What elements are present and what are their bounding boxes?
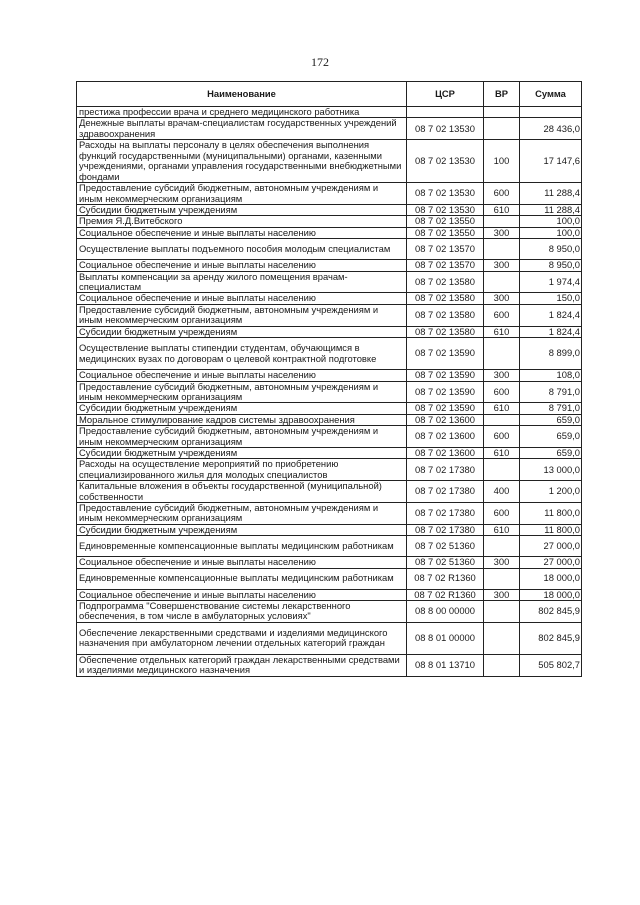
header-vr: ВР [484, 82, 520, 107]
cell-vr: 610 [484, 403, 520, 414]
table-row [77, 326, 582, 337]
cell-vr: 600 [484, 304, 520, 326]
table-row [77, 183, 582, 205]
cell-csr: 08 8 01 00000 [407, 622, 484, 654]
cell-sum: 659,0 [520, 414, 582, 425]
cell-csr: 08 7 02 13530 [407, 140, 484, 183]
cell-csr: 08 7 02 17380 [407, 524, 484, 535]
cell-sum: 8 791,0 [520, 403, 582, 414]
table-row [77, 293, 582, 304]
table-row [77, 524, 582, 535]
cell-name: Предоставление субсидий бюджетным, автономным учреждениям и иным некоммерческим организациям [77, 426, 407, 448]
cell-vr: 400 [484, 481, 520, 503]
table-row [77, 414, 582, 425]
cell-vr: 600 [484, 183, 520, 205]
cell-vr: 100 [484, 140, 520, 183]
cell-name: Предоставление субсидий бюджетным, автономным учреждениям и иным некоммерческим организациям [77, 304, 407, 326]
cell-csr: 08 7 02 13600 [407, 426, 484, 448]
cell-sum: 108,0 [520, 370, 582, 381]
table-row [77, 403, 582, 414]
cell-sum: 17 147,6 [520, 140, 582, 183]
cell-vr [484, 622, 520, 654]
cell-csr: 08 7 02 13530 [407, 183, 484, 205]
cell-name: Премия Я.Д.Витебского [77, 216, 407, 227]
cell-csr: 08 7 02 13580 [407, 304, 484, 326]
cell-csr: 08 7 02 13580 [407, 271, 484, 293]
cell-name: Осуществление выплаты подъемного пособия молодым специалистам [77, 239, 407, 260]
table-row [77, 654, 582, 676]
table-row [77, 227, 582, 238]
cell-sum: 27 000,0 [520, 536, 582, 557]
cell-name: Социальное обеспечение и иные выплаты населению [77, 589, 407, 600]
cell-name: Предоставление субсидий бюджетным, автономным учреждениям и иным некоммерческим организациям [77, 381, 407, 403]
cell-vr: 610 [484, 447, 520, 458]
cell-sum: 100,0 [520, 227, 582, 238]
cell-name: Расходы на осуществление мероприятий по приобретению специализированного жилья для молодых специалистов [77, 459, 407, 481]
cell-csr: 08 7 02 13570 [407, 239, 484, 260]
cell-sum: 100,0 [520, 216, 582, 227]
cell-vr: 610 [484, 205, 520, 216]
cell-sum: 8 791,0 [520, 381, 582, 403]
cell-csr: 08 7 02 13580 [407, 293, 484, 304]
table-header-row [77, 82, 582, 107]
cell-csr: 08 7 02 17380 [407, 459, 484, 481]
cell-sum: 11 800,0 [520, 524, 582, 535]
cell-sum: 802 845,9 [520, 601, 582, 623]
cell-name: Обеспечение отдельных категорий граждан лекарственными средствами и изделиями медицинского назначения [77, 654, 407, 676]
cell-name: Социальное обеспечение и иные выплаты населению [77, 293, 407, 304]
cell-name: Осуществление выплаты стипендии студентам, обучающимся в медицинских вузах по договорам о целевой контрактной подготовке [77, 338, 407, 370]
cell-sum: 802 845,9 [520, 622, 582, 654]
table-row [77, 216, 582, 227]
cell-vr [484, 601, 520, 623]
budget-table [76, 81, 582, 677]
cell-sum: 150,0 [520, 293, 582, 304]
table-row [77, 589, 582, 600]
table-row [77, 502, 582, 524]
table-row [77, 381, 582, 403]
cell-sum: 8 899,0 [520, 338, 582, 370]
cell-vr: 300 [484, 227, 520, 238]
table-row [77, 426, 582, 448]
cell-name: Субсидии бюджетным учреждениям [77, 524, 407, 535]
cell-csr: 08 8 00 00000 [407, 601, 484, 623]
cell-csr: 08 7 02 51360 [407, 557, 484, 568]
cell-vr: 300 [484, 293, 520, 304]
cell-csr: 08 7 02 R1360 [407, 568, 484, 589]
cell-vr [484, 118, 520, 140]
cell-sum: 8 950,0 [520, 239, 582, 260]
table-row [77, 205, 582, 216]
cell-csr: 08 8 01 13710 [407, 654, 484, 676]
cell-vr [484, 459, 520, 481]
cell-vr: 300 [484, 589, 520, 600]
cell-name: Субсидии бюджетным учреждениям [77, 326, 407, 337]
cell-vr: 300 [484, 557, 520, 568]
table-row [77, 557, 582, 568]
header-sum: Сумма [520, 82, 582, 107]
table-row [77, 481, 582, 503]
cell-vr: 600 [484, 381, 520, 403]
cell-name: Социальное обеспечение и иные выплаты населению [77, 370, 407, 381]
cell-vr [484, 271, 520, 293]
cell-csr: 08 7 02 13600 [407, 414, 484, 425]
cell-vr [484, 654, 520, 676]
table-row [77, 140, 582, 183]
cell-sum: 8 950,0 [520, 260, 582, 271]
cell-sum: 659,0 [520, 426, 582, 448]
table-row [77, 271, 582, 293]
cell-name: Единовременные компенсационные выплаты медицинским работникам [77, 536, 407, 557]
cell-csr: 08 7 02 13600 [407, 447, 484, 458]
cell-sum: 13 000,0 [520, 459, 582, 481]
table-row [77, 447, 582, 458]
cell-sum: 18 000,0 [520, 568, 582, 589]
cell-csr: 08 7 02 13580 [407, 326, 484, 337]
cell-vr [484, 216, 520, 227]
cell-csr: 08 7 02 13530 [407, 205, 484, 216]
header-name: Наименование [77, 82, 407, 107]
cell-csr [407, 107, 484, 118]
cell-sum: 1 824,4 [520, 304, 582, 326]
cell-csr: 08 7 02 51360 [407, 536, 484, 557]
table-row [77, 338, 582, 370]
cell-vr: 610 [484, 524, 520, 535]
cell-vr [484, 414, 520, 425]
cell-csr: 08 7 02 13550 [407, 227, 484, 238]
cell-vr [484, 536, 520, 557]
cell-sum: 11 288,4 [520, 183, 582, 205]
cell-name: Субсидии бюджетным учреждениям [77, 403, 407, 414]
cell-sum: 28 436,0 [520, 118, 582, 140]
cell-name: Подпрограмма "Совершенствование системы лекарственного обеспечения, в том числе в амбулаторных условиях" [77, 601, 407, 623]
table-row [77, 107, 582, 118]
cell-csr: 08 7 02 17380 [407, 481, 484, 503]
cell-csr: 08 7 02 R1360 [407, 589, 484, 600]
cell-sum [520, 107, 582, 118]
table-row [77, 239, 582, 260]
cell-csr: 08 7 02 13590 [407, 370, 484, 381]
cell-vr: 300 [484, 260, 520, 271]
cell-sum: 1 824,4 [520, 326, 582, 337]
cell-name: Предоставление субсидий бюджетным, автономным учреждениям и иным некоммерческим организациям [77, 502, 407, 524]
cell-sum: 27 000,0 [520, 557, 582, 568]
cell-sum: 505 802,7 [520, 654, 582, 676]
table-row [77, 304, 582, 326]
cell-name: Обеспечение лекарственными средствами и изделиями медицинского назначения при амбулаторном лечении отдельных категорий граждан [77, 622, 407, 654]
cell-vr: 300 [484, 370, 520, 381]
cell-sum: 659,0 [520, 447, 582, 458]
cell-csr: 08 7 02 17380 [407, 502, 484, 524]
page-number: 172 [311, 55, 329, 69]
table-row [77, 459, 582, 481]
table-row [77, 601, 582, 623]
table-row [77, 370, 582, 381]
cell-name: Расходы на выплаты персоналу в целях обеспечения выполнения функций государственными (муниципальными) органами, казенными учреждениями, органами управления государственными внебюджетными фондами [77, 140, 407, 183]
cell-name: Моральное стимулирование кадров системы здравоохранения [77, 414, 407, 425]
cell-name: Субсидии бюджетным учреждениям [77, 205, 407, 216]
cell-sum: 11 800,0 [520, 502, 582, 524]
header-csr: ЦСР [407, 82, 484, 107]
cell-sum: 11 288,4 [520, 205, 582, 216]
cell-name: Социальное обеспечение и иные выплаты населению [77, 557, 407, 568]
cell-csr: 08 7 02 13550 [407, 216, 484, 227]
cell-name: Капитальные вложения в объекты государственной (муниципальной) собственности [77, 481, 407, 503]
cell-csr: 08 7 02 13590 [407, 381, 484, 403]
cell-vr [484, 568, 520, 589]
cell-vr [484, 239, 520, 260]
cell-name: Предоставление субсидий бюджетным, автономным учреждениям и иным некоммерческим организациям [77, 183, 407, 205]
cell-csr: 08 7 02 13590 [407, 403, 484, 414]
cell-name: престижа профессии врача и среднего медицинского работника [77, 107, 407, 118]
table-row [77, 622, 582, 654]
table-row [77, 260, 582, 271]
cell-vr: 600 [484, 502, 520, 524]
cell-name: Денежные выплаты врачам-специалистам государственных учреждений здравоохранения [77, 118, 407, 140]
cell-csr: 08 7 02 13590 [407, 338, 484, 370]
cell-sum: 1 200,0 [520, 481, 582, 503]
cell-name: Социальное обеспечение и иные выплаты населению [77, 260, 407, 271]
cell-name: Выплаты компенсации за аренду жилого помещения врачам-специалистам [77, 271, 407, 293]
cell-sum: 18 000,0 [520, 589, 582, 600]
cell-name: Единовременные компенсационные выплаты медицинским работникам [77, 568, 407, 589]
cell-vr [484, 338, 520, 370]
table-row [77, 118, 582, 140]
table-row [77, 568, 582, 589]
cell-sum: 1 974,4 [520, 271, 582, 293]
cell-name: Социальное обеспечение и иные выплаты населению [77, 227, 407, 238]
table-row [77, 536, 582, 557]
cell-csr: 08 7 02 13570 [407, 260, 484, 271]
cell-vr [484, 107, 520, 118]
cell-name: Субсидии бюджетным учреждениям [77, 447, 407, 458]
cell-csr: 08 7 02 13530 [407, 118, 484, 140]
cell-vr: 610 [484, 326, 520, 337]
cell-vr: 600 [484, 426, 520, 448]
